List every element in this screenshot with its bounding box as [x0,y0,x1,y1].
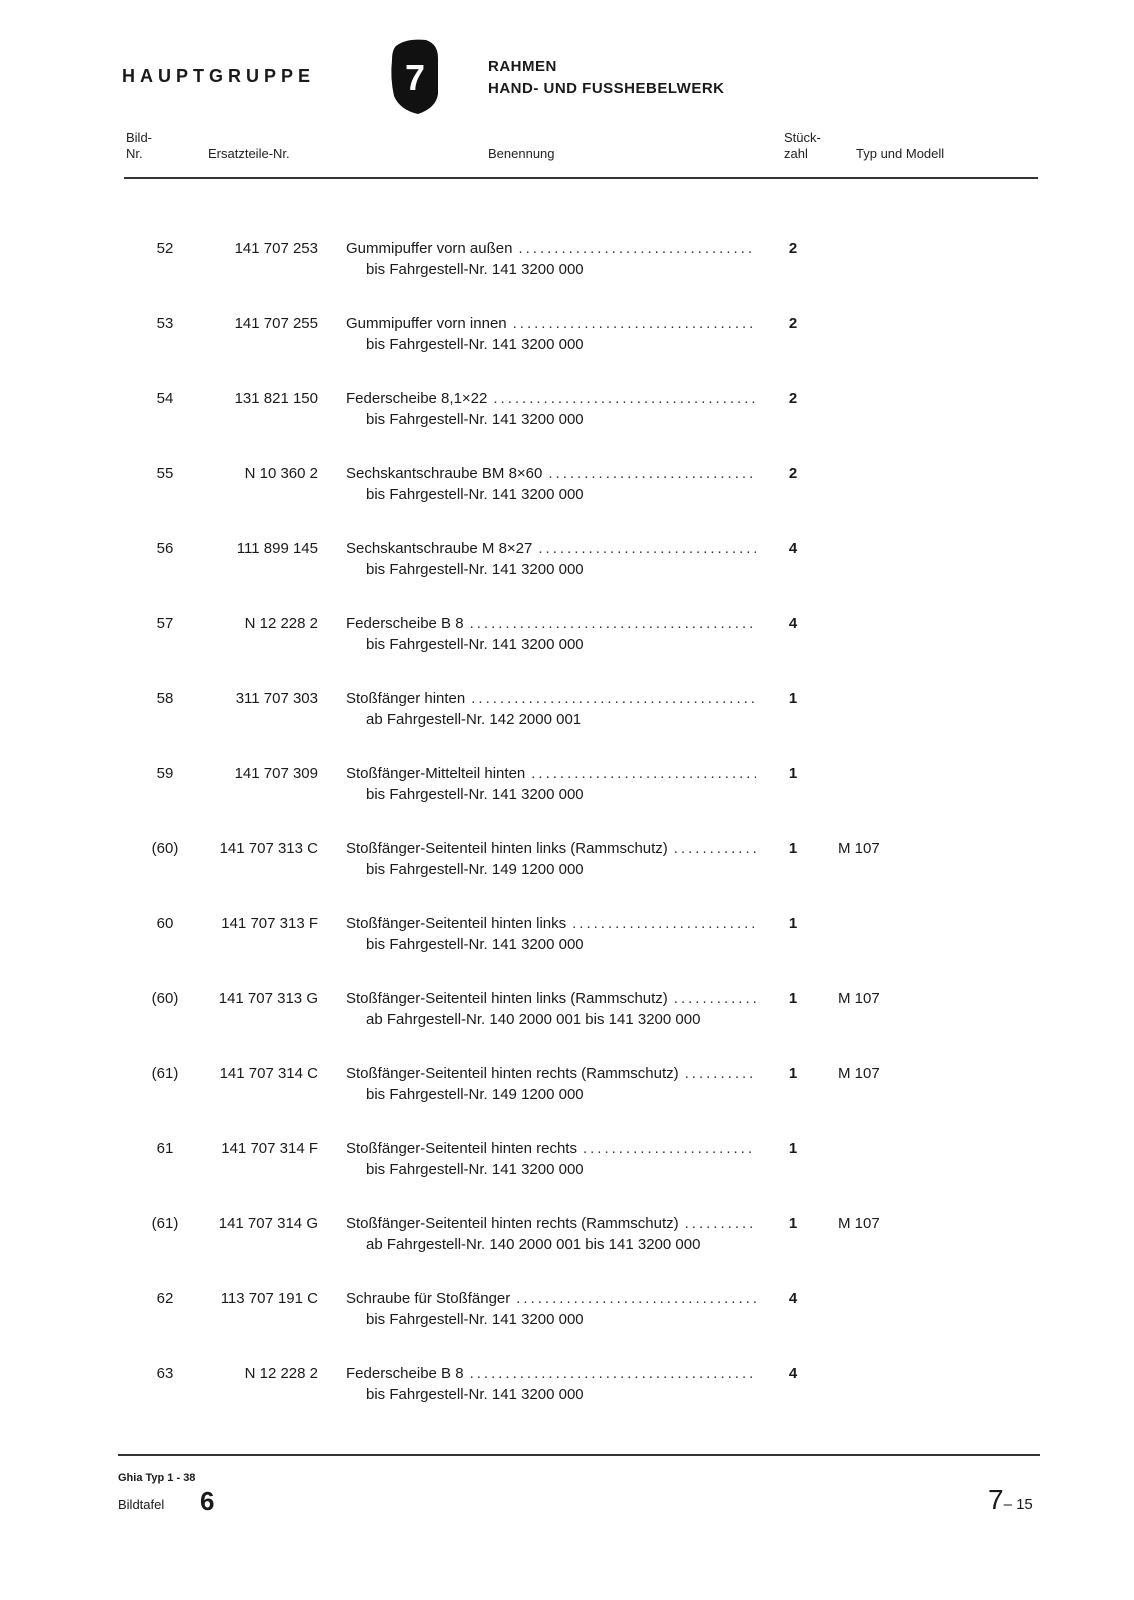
col-benennung: Benennung [488,146,555,161]
bild-nr: 63 [156,1365,174,1382]
stueckzahl: 1 [788,1140,798,1157]
ersatzteile-nr: 141 707 314 G [218,1215,318,1232]
stueckzahl: 1 [788,915,798,932]
benennung [346,1290,756,1328]
part-name: Stoßfänger-Seitenteil hinten links (Rammschutz) [346,990,668,1007]
section-title [488,56,725,100]
part-range: ab Fahrgestell-Nr. 140 2000 001 bis 141 3200 000 [366,1011,701,1028]
part-name: Federscheibe B 8 [346,1365,464,1382]
stueckzahl: 2 [788,465,798,482]
part-name: Gummipuffer vorn außen [346,240,513,257]
stueckzahl: 1 [788,765,798,782]
stueckzahl: 1 [788,1065,798,1082]
bild-nr: (60) [151,990,179,1007]
stueckzahl: 1 [788,690,798,707]
leader-dots [493,390,756,407]
typ-modell: M 107 [838,840,880,857]
part-name: Gummipuffer vorn innen [346,315,507,332]
stueckzahl: 4 [788,615,798,632]
bild-nr: 57 [156,615,174,632]
benennung [346,465,756,503]
benennung [346,840,756,878]
bild-nr: (61) [151,1215,179,1232]
bild-nr: (61) [151,1065,179,1082]
part-name: Stoßfänger-Seitenteil hinten rechts (Rammschutz) [346,1065,679,1082]
table-row [0,1140,1134,1190]
table-row [0,315,1134,365]
col-bild-line1: Bild- [126,130,153,145]
group-number-badge [390,38,440,114]
bild-nr: (60) [151,840,179,857]
stueckzahl: 2 [788,240,798,257]
table-row [0,690,1134,740]
group-number-icon [390,38,440,114]
typ-modell: M 107 [838,1065,880,1082]
part-range: bis Fahrgestell-Nr. 141 3200 000 [366,561,584,578]
bild-nr: 54 [156,390,174,407]
leader-dots [538,540,756,557]
ersatzteile-nr: 141 707 255 [234,315,318,332]
part-name: Stoßfänger-Seitenteil hinten links (Rammschutz) [346,840,668,857]
leader-dots [674,840,756,857]
group-number-text: 7 [404,57,426,98]
ersatzteile-nr: 141 707 253 [234,240,318,257]
model-label: Ghia Typ 1 - 38 [118,1472,196,1484]
benennung [346,315,756,353]
benennung [346,915,756,953]
table-row [0,1215,1134,1265]
benennung [346,390,756,428]
leader-dots [470,615,756,632]
bild-nr: 53 [156,315,174,332]
benennung [346,615,756,653]
leader-dots [516,1290,756,1307]
part-name: Stoßfänger hinten [346,690,466,707]
benennung [346,1140,756,1178]
section-title-line2: HAND- UND FUSSHEBELWERK [488,80,725,97]
table-row [0,465,1134,515]
bild-nr: 59 [156,765,174,782]
part-name: Stoßfänger-Seitenteil hinten rechts (Rammschutz) [346,1215,679,1232]
stueckzahl: 1 [788,840,798,857]
part-range: ab Fahrgestell-Nr. 140 2000 001 bis 141 3200 000 [366,1236,701,1253]
ersatzteile-nr: N 12 228 2 [244,615,318,632]
benennung [346,1215,756,1253]
leader-dots [572,915,756,932]
ersatzteile-nr: 113 707 191 C [220,1290,318,1307]
footer-divider [118,1454,1040,1456]
table-row [0,840,1134,890]
table-row [0,240,1134,290]
col-bild [126,130,152,162]
ersatzteile-nr: 111 899 145 [236,540,318,557]
bildtafel-number: 6 [200,1486,215,1516]
col-ersatzteile: Ersatzteile-Nr. [208,146,290,161]
bild-nr: 52 [156,240,174,257]
ersatzteile-nr: 141 707 314 F [221,1140,318,1157]
benennung [346,1365,756,1403]
ersatzteile-nr: 131 821 150 [234,390,318,407]
stueckzahl: 4 [788,540,798,557]
typ-modell: M 107 [838,990,880,1007]
benennung [346,240,756,278]
part-range: bis Fahrgestell-Nr. 149 1200 000 [366,861,584,878]
part-range: bis Fahrgestell-Nr. 141 3200 000 [366,1386,584,1403]
benennung [346,690,756,728]
stueckzahl: 4 [788,1365,798,1382]
part-name: Sechskantschraube BM 8×60 [346,465,543,482]
leader-dots [518,240,756,257]
table-row [0,390,1134,440]
part-name: Schraube für Stoßfänger [346,1290,511,1307]
page-number-main: 7 [988,1484,1004,1515]
part-range: bis Fahrgestell-Nr. 141 3200 000 [366,1311,584,1328]
part-name: Federscheibe 8,1×22 [346,390,488,407]
bild-nr: 55 [156,465,174,482]
part-range: bis Fahrgestell-Nr. 149 1200 000 [366,1086,584,1103]
ersatzteile-nr: N 12 228 2 [244,1365,318,1382]
stueckzahl: 2 [788,390,798,407]
ersatzteile-nr: 141 707 313 C [219,840,318,857]
bild-nr: 62 [156,1290,174,1307]
bild-nr: 60 [156,915,174,932]
col-stueck-line2: zahl [784,146,808,161]
table-row [0,1065,1134,1115]
part-range: bis Fahrgestell-Nr. 141 3200 000 [366,1161,584,1178]
table-row [0,1365,1134,1415]
stueckzahl: 1 [788,1215,798,1232]
part-range: bis Fahrgestell-Nr. 141 3200 000 [366,936,584,953]
stueckzahl: 1 [788,990,798,1007]
ersatzteile-nr: 141 707 313 G [218,990,318,1007]
typ-modell: M 107 [838,1215,880,1232]
col-bild-line2: Nr. [126,146,143,161]
ersatzteile-nr: N 10 360 2 [244,465,318,482]
page-number [988,1484,1033,1516]
bild-nr: 58 [156,690,174,707]
leader-dots [548,465,756,482]
table-row [0,1290,1134,1340]
stueckzahl: 4 [788,1290,798,1307]
leader-dots [583,1140,756,1157]
part-name: Sechskantschraube M 8×27 [346,540,533,557]
table-row [0,765,1134,815]
leader-dots [513,315,756,332]
col-stueckzahl [784,130,821,162]
ersatzteile-nr: 141 707 314 C [219,1065,318,1082]
part-range: bis Fahrgestell-Nr. 141 3200 000 [366,486,584,503]
part-range: bis Fahrgestell-Nr. 141 3200 000 [366,411,584,428]
bild-nr: 56 [156,540,174,557]
page-number-sub: – 15 [1003,1496,1033,1513]
benennung [346,765,756,803]
leader-dots [674,990,756,1007]
part-name: Stoßfänger-Seitenteil hinten links [346,915,567,932]
ersatzteile-nr: 141 707 309 [234,765,318,782]
section-title-line1: RAHMEN [488,58,557,75]
leader-dots [471,690,756,707]
leader-dots [470,1365,756,1382]
part-range: bis Fahrgestell-Nr. 141 3200 000 [366,261,584,278]
table-row [0,915,1134,965]
benennung [346,540,756,578]
leader-dots [531,765,756,782]
stueckzahl: 2 [788,315,798,332]
part-range: bis Fahrgestell-Nr. 141 3200 000 [366,336,584,353]
bildtafel-label: Bildtafel [118,1497,165,1512]
table-row [0,990,1134,1040]
ersatzteile-nr: 141 707 313 F [221,915,318,932]
benennung [346,990,756,1028]
table-row [0,615,1134,665]
part-name: Stoßfänger-Mittelteil hinten [346,765,526,782]
bild-nr: 61 [156,1140,174,1157]
group-label: HAUPTGRUPPE [122,66,316,86]
col-stueck-line1: Stück- [784,130,821,145]
part-range: bis Fahrgestell-Nr. 141 3200 000 [366,786,584,803]
benennung [346,1065,756,1103]
col-typ-modell: Typ und Modell [856,146,945,161]
part-range: bis Fahrgestell-Nr. 141 3200 000 [366,636,584,653]
part-name: Stoßfänger-Seitenteil hinten rechts [346,1140,577,1157]
leader-dots [685,1065,756,1082]
ersatzteile-nr: 311 707 303 [235,690,318,707]
table-row [0,540,1134,590]
leader-dots [685,1215,756,1232]
part-range: ab Fahrgestell-Nr. 142 2000 001 [366,711,582,728]
header-divider [124,177,1038,179]
part-name: Federscheibe B 8 [346,615,464,632]
